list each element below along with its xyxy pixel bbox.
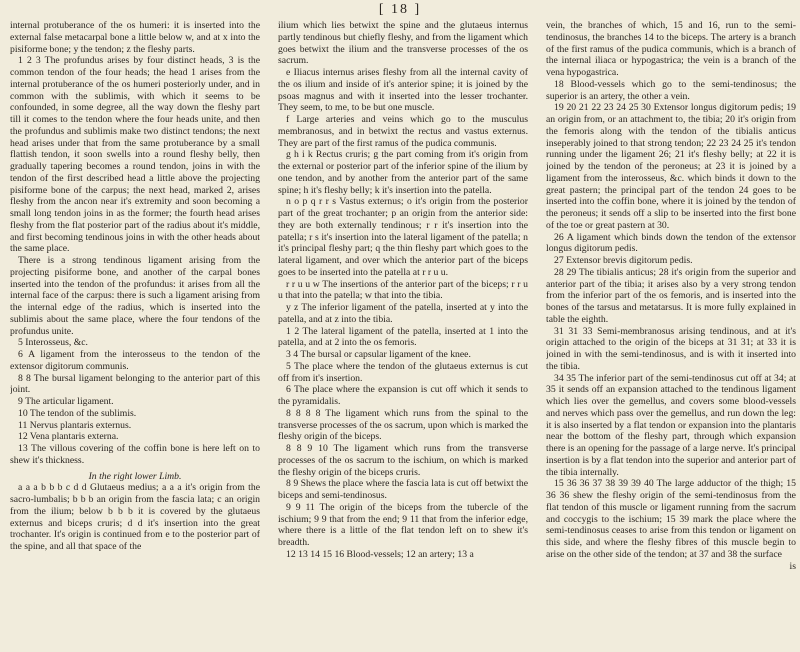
paragraph: 27 Extensor brevis digitorum pedis. xyxy=(554,255,693,266)
paragraph: 5 Interosseus, &c. xyxy=(18,337,88,349)
paragraph: r r u u w The insertions of the anterior part of the biceps; r r u u that into the patella; w that into the tibia. xyxy=(278,278,528,302)
paragraph: 3 4 The bursal or capsular ligament of the knee. xyxy=(286,349,471,360)
paragraph: internal protuberance of the os humeri: it is inserted into the external false metacarpal bone a little below w, and at x into the pisiforme bone; y the tendon; z the fleshy parts. xyxy=(10,20,260,55)
paragraph: e Iliacus internus arises fleshy from all the internal cavity of the os ilium and inside of it's anterior spine; it is joined by the psoas magnus and with it inserted into the lesser trochanter. They seem, to me, to be but one muscle. xyxy=(278,67,528,114)
paragraph: 15 36 36 37 38 39 39 40 The large adductor of the thigh; 15 36 36 shew the fleshy origin of the semi-tendinosus from the flat tendon of this muscle or ligament running from the sacrum and coccygis to the ischium; 15 39 mark the place where the semi-tendinosus ceases to arise from this tendon or ligament on this side, and where the fleshy fibres of this muscle begin to arise on the other side of the tendon; at 37 and 38 the surface xyxy=(546,478,796,560)
paragraph: 10 The tendon of the sublimis. xyxy=(18,407,137,419)
paragraph: 19 20 21 22 23 24 25 30 Extensor longus digitorum pedis; 19 an origin from, or an attachment to, the tibia; 20 it's origin from the femoris along with the tendon of the tibialis anticus inseperably joined to that strong tendon; 22 23 24 25 it's tendon running under the ligament 26; 21 it's fleshy belly; at 22 it is joined by the tendon of the peroneus; at 23 it is joined by a ligament from the interosseus, &c. which binds it down to the great pastern; the principal part of the tendon 24 goes to be inserted into the coffin bone, where it is joined by the tendon of the peroneus; it sends off a slip to be inserted into the first bone of the toe or great pastern at 30. xyxy=(546,102,796,231)
paragraph: 8 8 8 8 The ligament which runs from the spinal to the transverse processes of the os sacrum, upon which is marked the fleshy origin of the biceps. xyxy=(278,407,528,443)
paragraph: 12 Vena plantaris externa. xyxy=(18,431,119,443)
paragraph: 26 A ligament which binds down the tendon of the extensor longus digitorum pedis. xyxy=(546,231,796,255)
column-middle xyxy=(278,20,528,650)
paragraph: 1 2 3 The profundus arises by four distinct heads, 3 is the common tendon of the four heads; the head 1 arises from the internal protuberance of the os humeri posteriorly under, and in common with the sublimis, with which it seems to be confounded, in some degree, all the way down the fleshy part till it comes to the tendon where the four heads unite, and then the profundus and sublimis make two distinct tendons; the next head arises under that from the same protuberance by a small flattish tendon, it soon swells into a round fleshy belly, then gradually tapering becomes a round tendon, joins in with the tendon of the first described head a little above the projecting pisiforme bone of the carpus; the next head, marked 2, arises fleshy from the ancon near it's extremity and soon becoming a small long tendon joins in as the former; the fourth head arises fleshy from the flat posterior part of the radius about it's middle, and first becoming tendinous joins in with the other heads about the same place. xyxy=(10,55,260,255)
paragraph: 8 8 The bursal ligament belonging to the anterior part of this joint. xyxy=(10,372,260,396)
paragraph: 13 The villous covering of the coffin bone is here left on to shew it's thickness. xyxy=(10,443,260,466)
section-heading: In the right lower Limb. xyxy=(88,470,182,482)
paragraph: a a a b b b c d d Glutaeus medius; a a a it's origin from the sacro-lumbalis; b b b an origin from the fascia lata; c an origin from the ilium; below b b b it is covered by the glutaeus externus and biceps cruris; d d it's insertion into the great trochanter. It's origin is continued from e to the posterior part of the spine, and all that space of the xyxy=(10,482,260,552)
paragraph: ilium which lies betwixt the spine and the glutaeus internus partly tendinous but chiefly fleshy, and from the ligament which goes betwixt the ilium and the transverse processes of the os sacrum. xyxy=(278,20,528,67)
text-columns xyxy=(10,20,796,650)
column-right xyxy=(546,20,796,650)
paragraph: 28 29 The tibialis anticus; 28 it's origin from the superior and anterior part of the tibia; it arises also by a very strong tendon from the inferior part of the os femoris, and is inserted into the bones of the tarsus and metatarsus. It is more fully explained in table the eighth. xyxy=(546,266,796,325)
paragraph: 12 13 14 15 16 Blood-vessels; 12 an artery; 13 a xyxy=(286,548,474,560)
paragraph: There is a strong tendinous ligament arising from the projecting pisiforme bone, and another of the carpal bones inserted into the tendon of the profundus: it arises from all the internal face of the carpus: there is such a ligament arising from the internal edge of the radius, which is inserted into the sublimis about the same place, where the four tendons of the profundus unite. xyxy=(10,255,260,337)
paragraph: vein, the branches of which, 15 and 16, run to the semi-tendinosus, the branches 14 to the biceps. The artery is a branch of the first ramus of the pudica communis, which is a branch of the internal iliaca or hypogastrica; the vein is a branch of the vena hypogastrica. xyxy=(546,20,796,78)
paragraph: 6 The place where the expansion is cut off which it sends to the pyramidalis. xyxy=(278,384,528,407)
paragraph: 9 9 11 The origin of the biceps from the tubercle of the ischium; 9 9 that from the end; 9 11 that from the inferior edge, where there is a little of the flat tendon left on to shew it's breadth. xyxy=(278,501,528,548)
paragraph: 34 35 The inferior part of the semi-tendinosus cut off at 34; at 35 it sends off an expansion attached to the tendinous ligament which lies over the gemellus, and covers some blood-vessels and nerves which pass over the gemellus, and run down the leg: it is also inserted by a flat tendon or expansion into the plantaris near the bottom of the fleshy part, through which expansion there is an opening for the passage of a large nerve. It's principal insertion is by a flat tendon into the superior and anterior part of the tibia internally. xyxy=(546,372,796,478)
page-number: [ 18 ] xyxy=(378,2,422,17)
paragraph: g h i k Rectus cruris; g the part coming from it's origin from the external or posterior part of the inferior spine of the ilium by one tendon, and by another from the anterior part of the same spine; h it's fleshy belly; k it's insertion into the patella. xyxy=(278,149,528,196)
paragraph: 11 Nervus plantaris externus. xyxy=(18,419,132,431)
paragraph: 5 The place where the tendon of the glutaeus externus is cut off from it's insertion. xyxy=(278,360,528,384)
paragraph: 8 9 Shews the place where the fascia lata is cut off betwixt the biceps and semi-tendinosus. xyxy=(278,478,528,501)
paragraph: y z The inferior ligament of the patella, inserted at y into the patella, and at z into the tibia. xyxy=(278,302,528,325)
paragraph: 9 The articular ligament. xyxy=(18,396,114,407)
paragraph: 1 2 The lateral ligament of the patella, inserted at 1 into the patella, and at 2 into the os femoris. xyxy=(278,325,528,349)
paragraph: n o p q r r s Vastus externus; o it's origin from the posterior part of the great trochanter; p an origin from the anterior side: they are both externally tendinous; r r it's insertion into the patella; r s it's insertion into the lateral ligament of the patella; n it's principal fleshy part; q the thin fleshy part which goes to the lateral ligament, and over which the anterior part of the biceps goes to be inserted into the patella at r r u u. xyxy=(278,196,528,278)
paragraph: 18 Blood-vessels which go to the semi-tendinosus; the superior is an artery, the other a vein. xyxy=(546,78,796,102)
column-left xyxy=(10,20,260,650)
paragraph: is xyxy=(789,560,796,572)
paragraph: 31 31 33 Semi-membranosus arising tendinous, and at it's origin attached to the origin of the biceps at 31 31; at 33 it is joined in with the semi-tendinosus, and is with it inserted into the tibia. xyxy=(546,325,796,372)
paragraph: f Large arteries and veins which go to the musculus membranosus, and in betwixt the rectus and vastus externus. They are part of the first ramus of the pudica communis. xyxy=(278,114,528,149)
paragraph: 6 A ligament from the interosseus to the tendon of the extensor digitorum communis. xyxy=(10,349,260,372)
paragraph: 8 8 9 10 The ligament which runs from the transverse processes of the os sacrum to the ischium, on which is marked the fleshy origin of the biceps cruris. xyxy=(278,443,528,478)
